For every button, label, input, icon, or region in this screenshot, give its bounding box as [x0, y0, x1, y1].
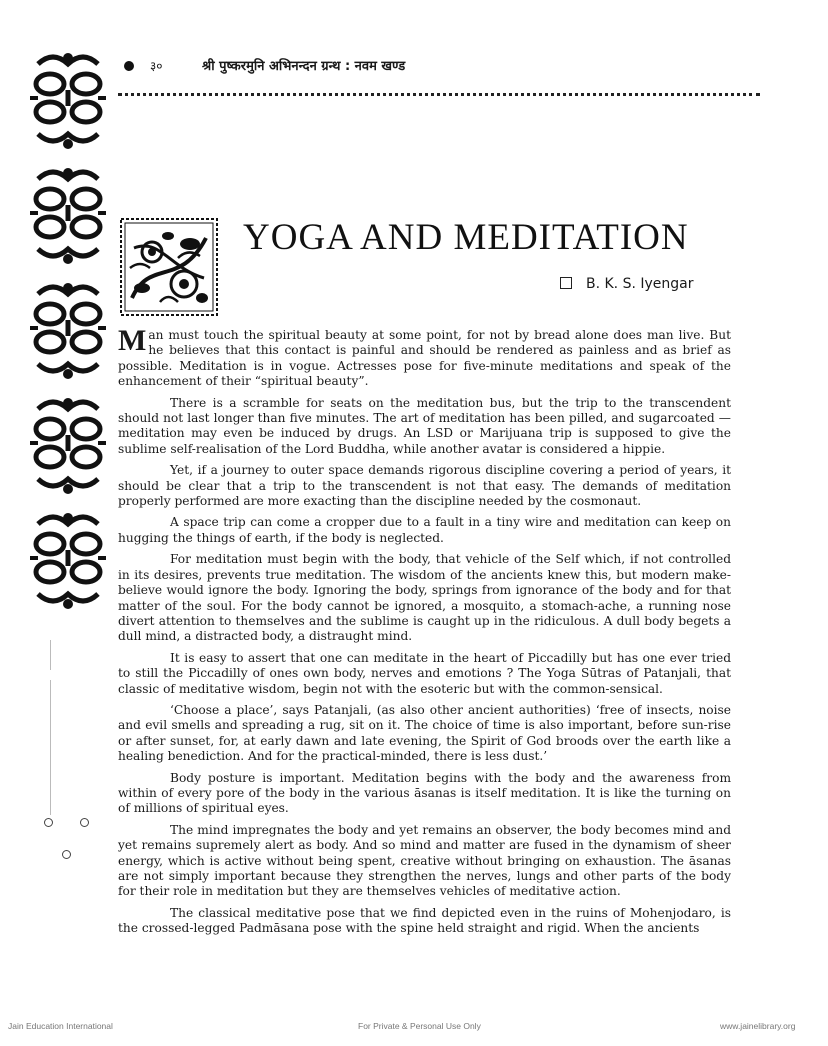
- paragraph: For meditation must begin with the body, that vehicle of the Self which, if not controlled in its desires, prevents true meditation. The wisdom of the ancients knew this, but modern make-believe would ignore the body. Ignoring the body, springs from ignorance of the body and for that matter of the soul. For the body cannot be ignored, a mosquito, a stomach-ache, a running nose divert attention to themselves and the sublime is caught up in the ridiculous. A dull body begets a dull mind, a distracted body, a distraught mind.: [118, 552, 731, 644]
- header-divider: [118, 93, 760, 96]
- paragraph: Body posture is important. Meditation begins with the body and the awareness from within of every pore of the body in the various āsanas is itself meditation. It is like the turning on of millions of spiritual eyes.: [118, 770, 731, 816]
- floral-emblem: [120, 218, 218, 316]
- footer-center: For Private & Personal Use Only: [358, 1021, 481, 1031]
- article-title: YOGA AND MEDITATION: [243, 217, 689, 258]
- paragraph: Man must touch the spiritual beauty at some point, for not by bread alone does man live. But he believes that this contact is painful and should be rendered as painless and as brief as possible. Meditation is in vogue. Actresses pose for five-minute meditations and speak of the enhancement of their “spiritual beauty”.: [118, 324, 731, 389]
- paragraph: There is a scramble for seats on the meditation bus, but the trip to the transcendent should not last longer than five minutes. The art of meditation has been pilled, and sugarcoated —meditation may even be induced by drugs. An LSD or Marijuana trip is supposed to give the sublime self-realisation of the Lord Buddha, while another avatar is considered a hippie.: [118, 395, 731, 456]
- binder-hole-1: [44, 818, 53, 827]
- paragraph: It is easy to assert that one can meditate in the heart of Piccadilly but has one ever tried to still the Piccadilly of ones own body, nerves and emotions ? The Yoga Sūtras of Patanjali, that classic of meditative wisdom, begin not with the esoteric but with the common-sensical.: [118, 650, 731, 696]
- footer-left: Jain Education International: [8, 1021, 113, 1031]
- running-title: श्री पुष्करमुनि अभिनन्दन ग्रन्थ : नवम खण्ड: [202, 59, 406, 74]
- border-line-lower: [50, 680, 51, 815]
- drop-cap: M: [118, 324, 147, 357]
- binder-hole-2: [80, 818, 89, 827]
- paragraph: The classical meditative pose that we find depicted even in the ruins of Mohenjodaro, is the crossed-legged Padmāsana pose with the spine held straight and rigid. When the ancients: [118, 905, 731, 936]
- header-bullet: [124, 61, 134, 71]
- byline-box: [560, 277, 572, 289]
- byline: [560, 276, 694, 292]
- paragraph: A space trip can come a cropper due to a fault in a tiny wire and meditation can keep on hugging the things of earth, if the body is neglected.: [118, 515, 731, 545]
- paragraph: Yet, if a journey to outer space demands rigorous discipline covering a period of years, it should be clear that a trip to the transcendent is not that easy. The demands of meditation properly performed are more exacting than the discipline needed by the cosmonaut.: [118, 463, 731, 509]
- border-line-upper: [50, 640, 51, 670]
- article-body: [118, 324, 731, 943]
- paragraph: ‘Choose a place’, says Patanjali, (as also other ancient authorities) ‘free of insects, noise and evil smells and spreading a rug, sit on it. The choice of time is also important, before sun-rise or after sunset, for, at early dawn and late evening, the Spirit of God broods over the earth like a healing benediction. And for the practical-minded, there is less dust.’: [118, 702, 731, 764]
- page-number: ३०: [150, 59, 163, 73]
- paragraph: The mind impregnates the body and yet remains an observer, the body becomes mind and yet remains supremely alert as body. And so mind and matter are fused in the dynamism of sheer energy, which is active without being spent, creative without bringing on exhaustion. The āsanas are not simply important because they strengthen the nerves, lungs and other parts of the body for their role in meditation but they are themselves vehicles of meditative action.: [118, 822, 731, 899]
- ornamental-border: [28, 50, 108, 630]
- binder-hole-3: [62, 850, 71, 859]
- footer-link[interactable]: www.jainelibrary.org: [720, 1021, 796, 1031]
- author-name: B. K. S. Iyengar: [586, 276, 694, 292]
